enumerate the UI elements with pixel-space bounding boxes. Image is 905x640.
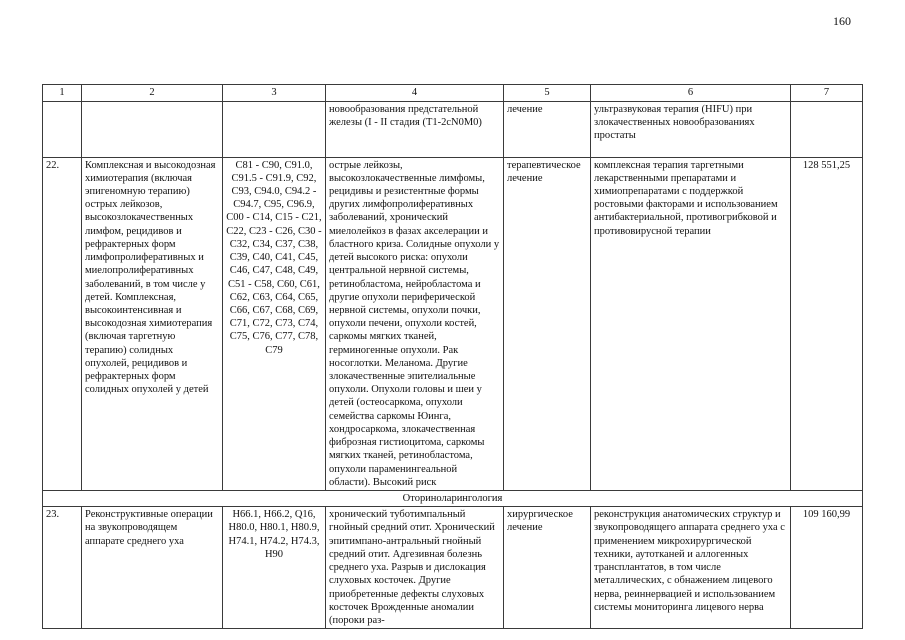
diagnosis-codes-cell: H66.1, H66.2, Q16, H80.0, H80.1, H80.9, H74.1, H74.2, H74.3, H90 (223, 507, 326, 629)
section-title: Оториноларингология (43, 491, 863, 507)
price-cell: 128 551,25 (791, 157, 863, 490)
treatment-type-cell: терапевтическое лечение (504, 157, 591, 490)
table-row-23 (43, 507, 863, 629)
column-number-6: 6 (591, 85, 791, 102)
treatment-method-cell: реконструкция анатомических структур и звукопроводящего аппарата среднего уха с применением микрохирургической техники, аутотканей и аллогенных трансплантатов, в том числе металлических, с обнажением лицевого нерва, реиннервацией и использованием системы мониторинга лицевого нерва (591, 507, 791, 629)
column-number-5: 5 (504, 85, 591, 102)
procedure-name-cell: Реконструктивные операции на звукопроводящем аппарате среднего уха (82, 507, 223, 629)
price-cell: 109 160,99 (791, 507, 863, 629)
column-number-2: 2 (82, 85, 223, 102)
column-number-1: 1 (43, 85, 82, 102)
treatment-type-cell: хирургическое лечение (504, 507, 591, 629)
diagnosis-codes-cell: C81 - C90, C91.0, C91.5 - C91.9, C92, C93, C94.0, C94.2 - C94.7, C95, C96.9, C00 - C14, C15 - C21, C22, C23 - C26, C30 - C32, C34, C37, C38, C39, C40, C41, C45, C46, C47, C48, C49, C51 - C58, C60, C61, C62, C63, C64, C65, C66, C67, C68, C69, C71, C72, C73, C74, C75, C76, C77, C78, C79 (223, 157, 326, 490)
treatment-method-cell: комплексная терапия таргетными лекарственными препаратами и химиопрепаратами с поддержкой ростовыми факторами и использованием антибактериальной, противогрибковой и противовирусной терапии (591, 157, 791, 490)
table-row-22 (43, 157, 863, 490)
patient-model-cell: новообразования предстательной железы (I - II стадия (T1-2cN0M0) (326, 101, 504, 157)
row-number-cell: 22. (43, 157, 82, 490)
patient-model-cell: хронический туботимпальный гнойный средний отит. Хронический эпитимпано-антральный гнойный средний отит. Адгезивная болезнь среднего уха. Разрыв и дислокация слуховых косточек. Другие приобретенные дефекты слуховых косточек Врожденные аномалии (пороки раз- (326, 507, 504, 629)
column-number-4: 4 (326, 85, 504, 102)
diagnosis-codes-cell (223, 101, 326, 157)
column-number-3: 3 (223, 85, 326, 102)
procedure-name-cell (82, 101, 223, 157)
row-number-cell: 23. (43, 507, 82, 629)
column-number-7: 7 (791, 85, 863, 102)
page-number: 160 (833, 14, 851, 28)
section-row (43, 491, 863, 507)
table-row-continuation (43, 101, 863, 157)
procedure-name-cell: Комплексная и высокодозная химиотерапия (включая эпигеномную терапию) острых лейкозов, высокозлокачественных лимфом, рецидивов и рефрактерных форм лимфопролиферативных и миелопролиферативных заболеваний, в том числе у детей. Комплексная, высокоинтенсивная и высокодозная химиотерапия (включая таргетную терапию) солидных опухолей, рецидивов и рефрактерных форм солидных опухолей у детей (82, 157, 223, 490)
procedures-table (42, 84, 863, 629)
price-cell (791, 101, 863, 157)
row-number-cell (43, 101, 82, 157)
treatment-type-cell: лечение (504, 101, 591, 157)
column-numbers-row (43, 85, 863, 102)
treatment-method-cell: ультразвуковая терапия (HIFU) при злокачественных новообразованиях простаты (591, 101, 791, 157)
patient-model-cell: острые лейкозы, высокозлокачественные лимфомы, рецидивы и резистентные формы других лимфопролиферативных заболеваний, хронический миелолейкоз в фазах акселерации и бластного криза. Солидные опухоли у детей высокого риска: опухоли центральной нервной системы, ретинобластома, нейробластома и другие опухоли периферической нервной системы, опухоли почки, опухоли печени, опухоли костей, саркомы мягких тканей, герминогенные опухоли. Рак носоглотки. Меланома. Другие злокачественные эпителиальные опухоли. Опухоли головы и шеи у детей (остеосаркома, опухоли семейства саркомы Юинга, хондросаркома, злокачественная фиброзная гистиоцитома, саркомы мягких тканей, ретинобластома, опухоли параменингеальной области). Высокий риск (326, 157, 504, 490)
